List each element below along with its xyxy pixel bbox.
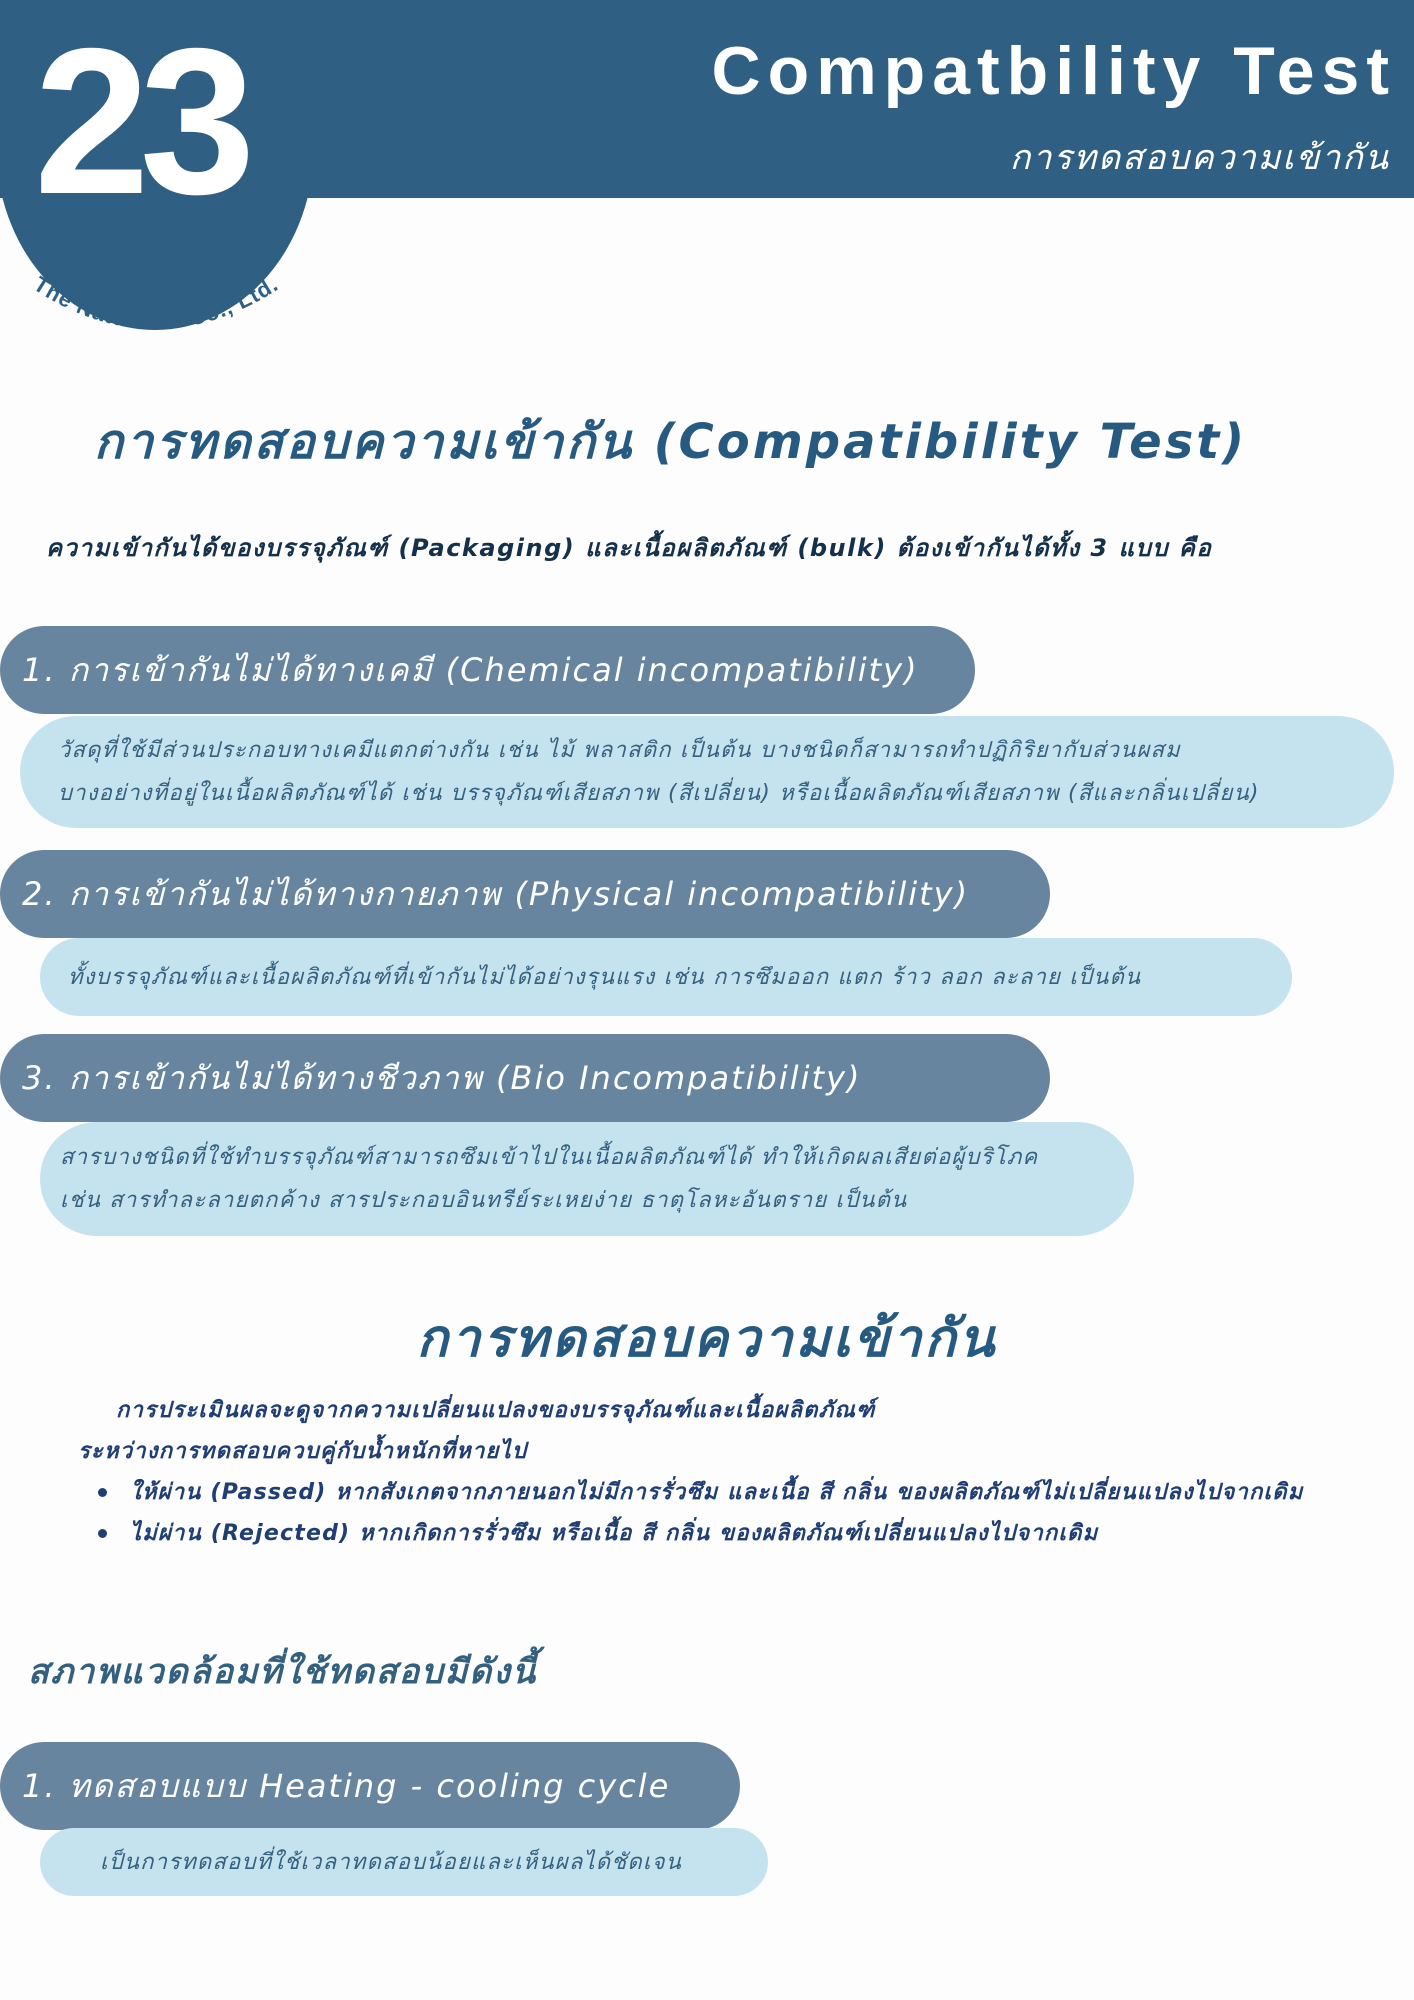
chemical-description bbox=[20, 716, 1394, 828]
bio-heading: 3. การเข้ากันไม่ได้ทางชีวภาพ (Bio Incompatibility) bbox=[0, 1034, 1050, 1122]
physical-line-1: ทั้งบรรจุภัณฑ์และเนื้อผลิตภัณฑ์ที่เข้ากันไม่ได้อย่างรุนแรง เช่น การซึมออก แตก ร้าว ลอก ละลาย เป็นต้น bbox=[68, 964, 1142, 990]
evaluation-line-1: การประเมินผลจะดูจากความเปลี่ยนแปลงของบรรจุภัณฑ์และเนื้อผลิตภัณฑ์ bbox=[116, 1398, 876, 1423]
page-title: การทดสอบความเข้ากัน (Compatibility Test) bbox=[94, 414, 1248, 470]
criterion-passed bbox=[98, 1472, 1348, 1513]
criterion-passed-text: ให้ผ่าน (Passed) หากสังเกตจากภายนอกไม่มีการรั่วซึม และเนื้อ สี กลิ่น ของผลิตภัณฑ์ไม่เปลี่ยนแปลงไปจากเดิม bbox=[130, 1480, 1304, 1505]
heating-cooling-line: เป็นการทดสอบที่ใช้เวลาทดสอบน้อยและเห็นผลได้ชัดเจน bbox=[100, 1849, 682, 1875]
company-logo-text bbox=[0, 240, 320, 380]
physical-heading: 2. การเข้ากันไม่ได้ทางกายภาพ (Physical incompatibility) bbox=[0, 850, 1050, 938]
intro-text: ความเข้ากันได้ของบรรจุภัณฑ์ (Packaging) และเนื้อผลิตภัณฑ์ (bulk) ต้องเข้ากันได้ทั้ง 3 แบบ คือ bbox=[46, 534, 1213, 562]
environment-title: สภาพแวดล้อมที่ใช้ทดสอบมีดังนี้ bbox=[28, 1652, 538, 1692]
evaluation-paragraph bbox=[78, 1390, 1338, 1472]
bio-description bbox=[40, 1122, 1134, 1236]
page-number: 23 bbox=[34, 6, 246, 238]
evaluation-title: การทดสอบความเข้ากัน bbox=[416, 1309, 998, 1369]
criterion-rejected-text: ไม่ผ่าน (Rejected) หากเกิดการรั่วซึม หรือเนื้อ สี กลิ่น ของผลิตภัณฑ์เปลี่ยนแปลงไปจากเดิม bbox=[130, 1521, 1099, 1546]
bio-line-1: สารบางชนิดที่ใช้ทำบรรจุภัณฑ์สามารถซึมเข้าไปในเนื้อผลิตภัณฑ์ได้ ทำให้เกิดผลเสียต่อผู้บริโภค bbox=[60, 1145, 1039, 1170]
evaluation-criteria-list bbox=[98, 1472, 1348, 1554]
physical-description bbox=[40, 938, 1292, 1016]
bullet-icon bbox=[98, 1529, 107, 1538]
criterion-rejected bbox=[98, 1513, 1348, 1554]
chemical-heading: 1. การเข้ากันไม่ได้ทางเคมี (Chemical incompatibility) bbox=[0, 626, 975, 714]
header-title: Compatbility Test bbox=[711, 33, 1396, 109]
evaluation-line-2: ระหว่างการทดสอบควบคู่กับน้ำหนักที่หายไป bbox=[78, 1439, 528, 1464]
header-subtitle: การทดสอบความเข้ากัน bbox=[1009, 138, 1390, 178]
svg-text:The Naturalist Co., Ltd. bbox=[29, 271, 282, 334]
heating-cooling-description bbox=[40, 1828, 768, 1896]
chemical-line-1: วัสดุที่ใช้มีส่วนประกอบทางเคมีแตกต่างกัน เช่น ไม้ พลาสติก เป็นต้น บางชนิดก็สามารถทำปฏิกิริยากับส่วนผสม bbox=[58, 738, 1181, 763]
bullet-icon bbox=[98, 1488, 107, 1497]
chemical-line-2: บางอย่างที่อยู่ในเนื้อผลิตภัณฑ์ได้ เช่น บรรจุภัณฑ์เสียสภาพ (สีเปลี่ยน) หรือเนื้อผลิตภัณฑ์เสียสภาพ (สีและกลิ่นเปลี่ยน) bbox=[58, 781, 1260, 806]
bio-line-2: เช่น สารทำละลายตกค้าง สารประกอบอินทรีย์ระเหยง่าย ธาตุโลหะอันตราย เป็นต้น bbox=[60, 1188, 908, 1213]
heating-cooling-heading: 1. ทดสอบแบบ Heating - cooling cycle bbox=[0, 1742, 740, 1830]
company-name: The Naturalist Co., Ltd. bbox=[29, 271, 283, 335]
